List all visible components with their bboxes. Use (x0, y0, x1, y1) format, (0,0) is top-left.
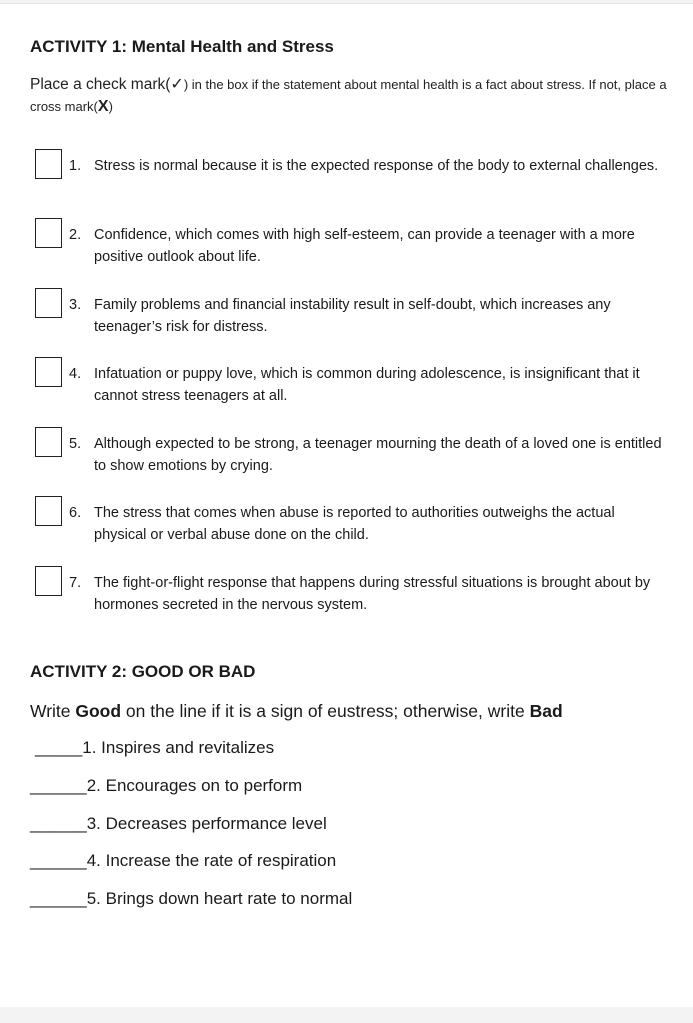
activity-1-item (35, 427, 675, 487)
answer-checkbox[interactable] (35, 149, 62, 179)
answer-checkbox[interactable] (35, 566, 62, 596)
item-number: 5. (69, 436, 82, 452)
worksheet-page (0, 3, 693, 1007)
item-statement: Although expected to be strong, a teenager mourning the death of a loved one is entitled to show emotions by crying. (94, 436, 662, 474)
item-statement: Family problems and financial instability result in self-doubt, which increases any teenager’s risk for distress. (94, 297, 611, 335)
activity-1-item (35, 496, 675, 556)
item-number: 4. (69, 366, 82, 382)
instruction-text-middle: on the line if it is a sign of eustress; otherwise, write (121, 701, 530, 721)
item-statement: Confidence, which comes with high self-esteem, can provide a teenager with a more positive outlook about life. (94, 227, 635, 265)
activity-2-instructions (30, 700, 563, 722)
activity-1-item (35, 288, 675, 348)
activity-2-item[interactable]: _____1. Inspires and revitalizes (35, 738, 275, 757)
answer-checkbox[interactable] (35, 427, 62, 457)
item-statement: The fight-or-flight response that happens during stressful situations is brought about by hormones secreted in the nervous system. (94, 575, 651, 613)
bad-keyword: Bad (529, 701, 563, 721)
answer-checkbox[interactable] (35, 288, 62, 318)
activity-2-item[interactable]: ______4. Increase the rate of respiration (30, 851, 337, 870)
item-statement: The stress that comes when abuse is reported to authorities outweighs the actual physical or verbal abuse done on the child. (94, 505, 615, 543)
activity-1-item (35, 149, 675, 209)
activity-1-item (35, 218, 675, 278)
answer-checkbox[interactable] (35, 357, 62, 387)
activity-2-title: ACTIVITY 2: GOOD OR BAD (30, 662, 256, 681)
instruction-text-end: ) (108, 99, 113, 114)
item-number: 2. (69, 227, 82, 243)
item-number: 6. (69, 505, 82, 521)
activity-2-item[interactable]: ______3. Decreases performance level (30, 814, 327, 833)
item-statement: Infatuation or puppy love, which is common during adolescence, is insignificant that it cannot stress teenagers at all. (94, 366, 640, 404)
item-statement: Stress is normal because it is the expected response of the body to external challenges. (94, 158, 659, 174)
activity-2-item[interactable]: ______2. Encourages on to perform (30, 776, 303, 795)
activity-2-item[interactable]: ______5. Brings down heart rate to normal (30, 889, 353, 908)
answer-checkbox[interactable] (35, 218, 62, 248)
item-number: 7. (69, 575, 82, 591)
instruction-text-start: Place a check mark( (30, 76, 171, 93)
answer-checkbox[interactable] (35, 496, 62, 526)
activity-1-item (35, 566, 675, 626)
instruction-text-middle: ) in the box if the statement about mental health is a fact about stress. If not, place a cross mark( (30, 77, 667, 114)
item-number: 1. (69, 158, 82, 174)
instruction-text-start: Write (30, 701, 76, 721)
item-number: 3. (69, 297, 82, 313)
cross-mark-symbol: X (97, 98, 109, 115)
good-keyword: Good (75, 701, 122, 721)
activity-1-instructions (30, 74, 670, 118)
check-mark-symbol: ✓ (170, 76, 184, 93)
activity-1-item (35, 357, 675, 417)
activity-1-title: ACTIVITY 1: Mental Health and Stress (30, 37, 334, 56)
